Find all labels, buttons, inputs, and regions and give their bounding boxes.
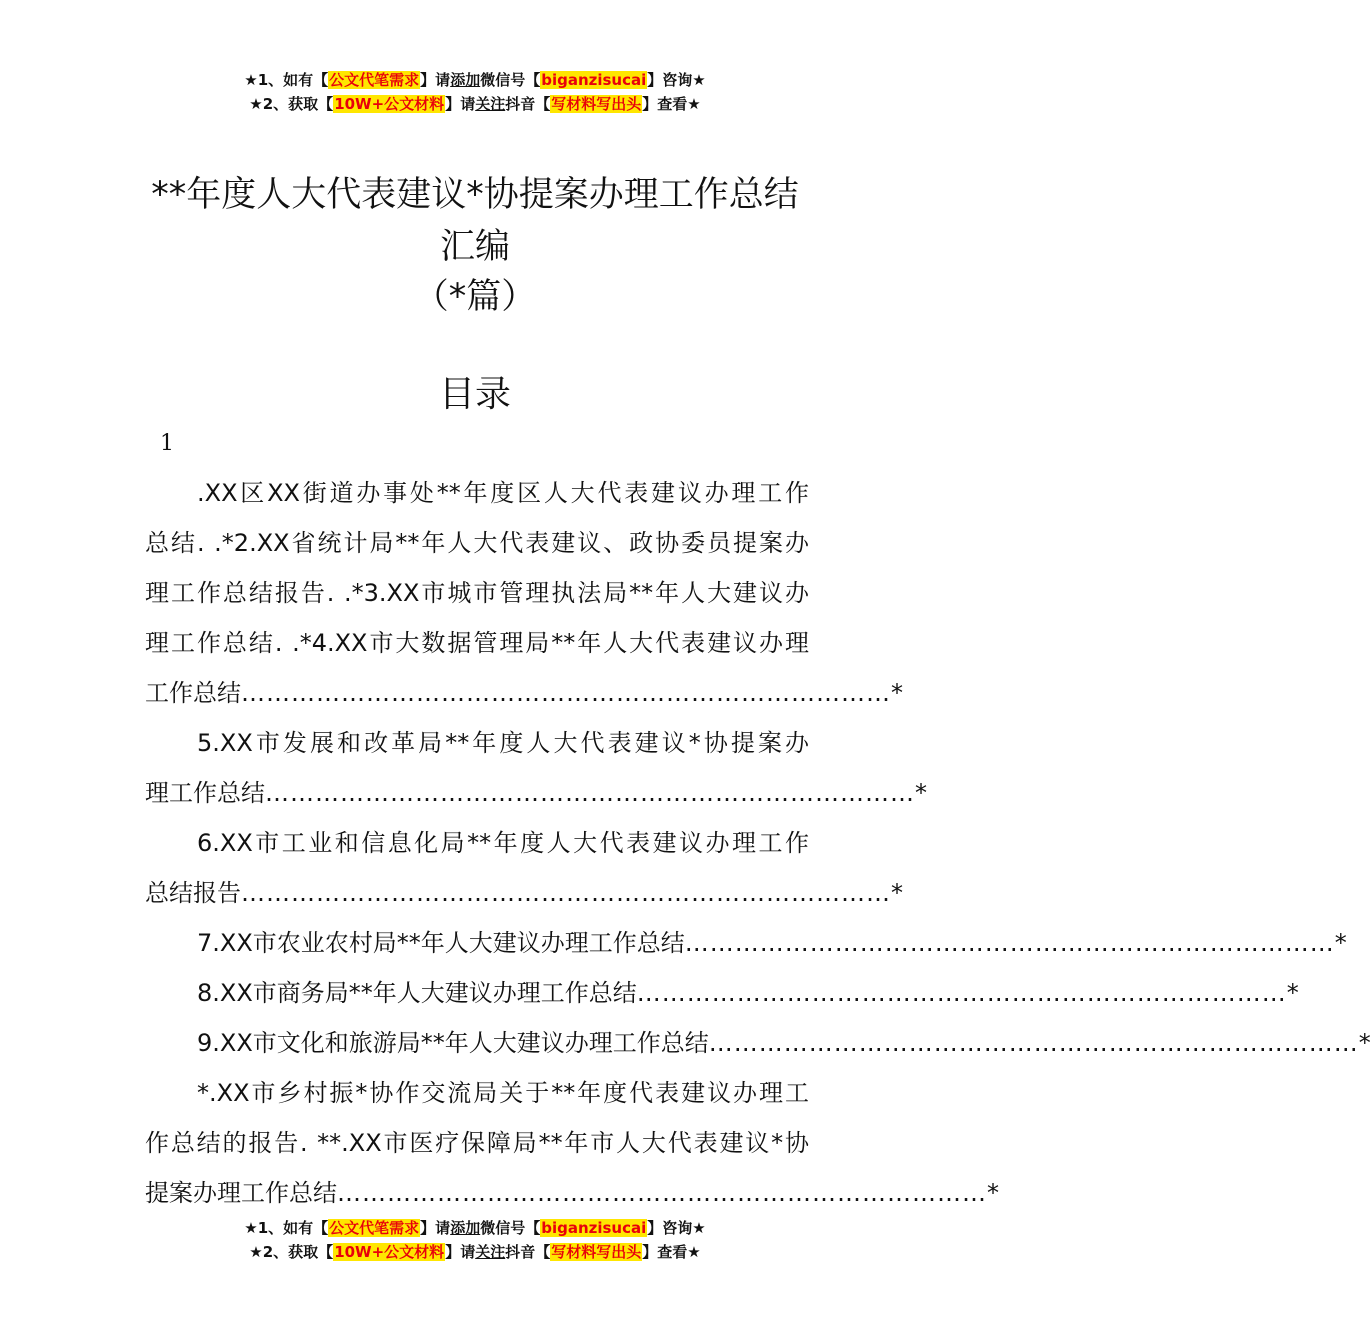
dot-leader: …………………………………………………………………… xyxy=(636,979,1287,1007)
toc-entry-text: 提案办理工作总结 xyxy=(145,1179,337,1207)
toc-heading: 目录 xyxy=(438,374,511,415)
banner-line-2 xyxy=(0,92,950,116)
table-of-contents xyxy=(145,468,1371,1218)
banner-text: 微信号【 xyxy=(480,71,541,89)
toc-entry-text: 9.XX市文化和旅游局**年人大建议办理工作总结 xyxy=(197,1029,709,1057)
page-ref: * xyxy=(891,879,903,907)
dot-leader: …………………………………………………………………… xyxy=(337,1179,987,1207)
banner-emphasis: 关注 xyxy=(475,1243,506,1261)
toc-line: 5.XX市发展和改革局**年度人大代表建议*协提案办 xyxy=(197,729,809,757)
toc-line xyxy=(145,868,903,918)
banner-highlight: 公文代笔需求 xyxy=(329,1219,420,1237)
banner-text: 】咨询★ xyxy=(647,1219,706,1237)
banner-line-1 xyxy=(0,1216,950,1240)
toc-entry-text: 7.XX市农业农村局**年人大建议办理工作总结 xyxy=(197,929,685,957)
banner-text: 】请 xyxy=(420,71,451,89)
page-ref: * xyxy=(1286,979,1299,1007)
banner-emphasis: 添加 xyxy=(450,71,481,89)
toc-line xyxy=(145,918,1347,968)
banner-text: 】请 xyxy=(420,1219,451,1237)
toc-entry-text: 工作总结 xyxy=(145,679,241,707)
document-title: **年度人大代表建议*协提案办理工作总结 xyxy=(151,175,799,215)
document-title-line-2: 汇编 xyxy=(439,227,510,267)
toc-line: 作总结的报告. **.XX市医疗保障局**年市人大代表建议*协 xyxy=(145,1129,809,1157)
toc-line: 6.XX市工业和信息化局**年度人大代表建议办理工作 xyxy=(197,829,809,857)
page-ref: * xyxy=(891,679,903,707)
toc-line: 理工作总结报告. .*3.XX市城市管理执法局**年人大建议办 xyxy=(145,579,809,607)
banner-text: 】请 xyxy=(445,1243,476,1261)
page-ref: * xyxy=(987,1179,999,1207)
banner-emphasis: 添加 xyxy=(450,1219,481,1237)
dot-leader: …………………………………………………………………… xyxy=(241,879,891,907)
toc-line xyxy=(145,1168,999,1218)
toc-line xyxy=(145,668,903,718)
banner-line-2 xyxy=(0,1240,950,1264)
toc-line xyxy=(145,1018,1371,1068)
banner-text: 抖音【 xyxy=(505,95,551,113)
banner-highlight: 10W+公文材料 xyxy=(334,95,445,113)
page-ref: * xyxy=(915,779,927,807)
banner-text: 】请 xyxy=(445,95,476,113)
toc-entry-text: 总结报告 xyxy=(145,879,241,907)
page-ref: * xyxy=(1358,1029,1371,1057)
toc-entry-text: 理工作总结 xyxy=(145,779,265,807)
toc-line: *.XX市乡村振*协作交流局关于**年度代表建议办理工 xyxy=(197,1079,809,1107)
banner-text: 】查看★ xyxy=(642,95,701,113)
dot-leader: …………………………………………………………………… xyxy=(684,929,1335,957)
toc-line xyxy=(145,768,927,818)
banner-text: 微信号【 xyxy=(480,1219,541,1237)
banner-text: 】咨询★ xyxy=(647,71,706,89)
document-subtitle: （*篇） xyxy=(413,277,537,317)
toc-number: 1 xyxy=(160,431,174,456)
banner-text: 】查看★ xyxy=(642,1243,701,1261)
banner-highlight: 写材料写出头 xyxy=(551,95,642,113)
banner-text: ★2、获取【 xyxy=(249,95,334,113)
dot-leader: …………………………………………………………………… xyxy=(708,1029,1359,1057)
banner-highlight: biganzisucai xyxy=(541,1219,647,1237)
header-banner xyxy=(0,68,950,116)
banner-line-1 xyxy=(0,68,950,92)
footer-banner xyxy=(0,1216,950,1264)
banner-text: ★1、如有【 xyxy=(244,1219,329,1237)
banner-highlight: 写材料写出头 xyxy=(551,1243,642,1261)
banner-emphasis: 关注 xyxy=(475,95,506,113)
page-ref: * xyxy=(1334,929,1347,957)
toc-line: .XX区XX街道办事处**年度区人大代表建议办理工作 xyxy=(197,479,809,507)
dot-leader: …………………………………………………………………… xyxy=(241,679,891,707)
toc-entry-text: 8.XX市商务局**年人大建议办理工作总结 xyxy=(197,979,637,1007)
toc-line xyxy=(145,968,1299,1018)
toc-line: 总结. .*2.XX省统计局**年人大代表建议、政协委员提案办 xyxy=(145,529,809,557)
dot-leader: …………………………………………………………………… xyxy=(265,779,915,807)
banner-text: ★1、如有【 xyxy=(244,71,329,89)
banner-text: 抖音【 xyxy=(505,1243,551,1261)
banner-highlight: 公文代笔需求 xyxy=(329,71,420,89)
banner-highlight: 10W+公文材料 xyxy=(334,1243,445,1261)
banner-text: ★2、获取【 xyxy=(249,1243,334,1261)
banner-highlight: biganzisucai xyxy=(541,71,647,89)
toc-line: 理工作总结. .*4.XX市大数据管理局**年人大代表建议办理 xyxy=(145,629,809,657)
